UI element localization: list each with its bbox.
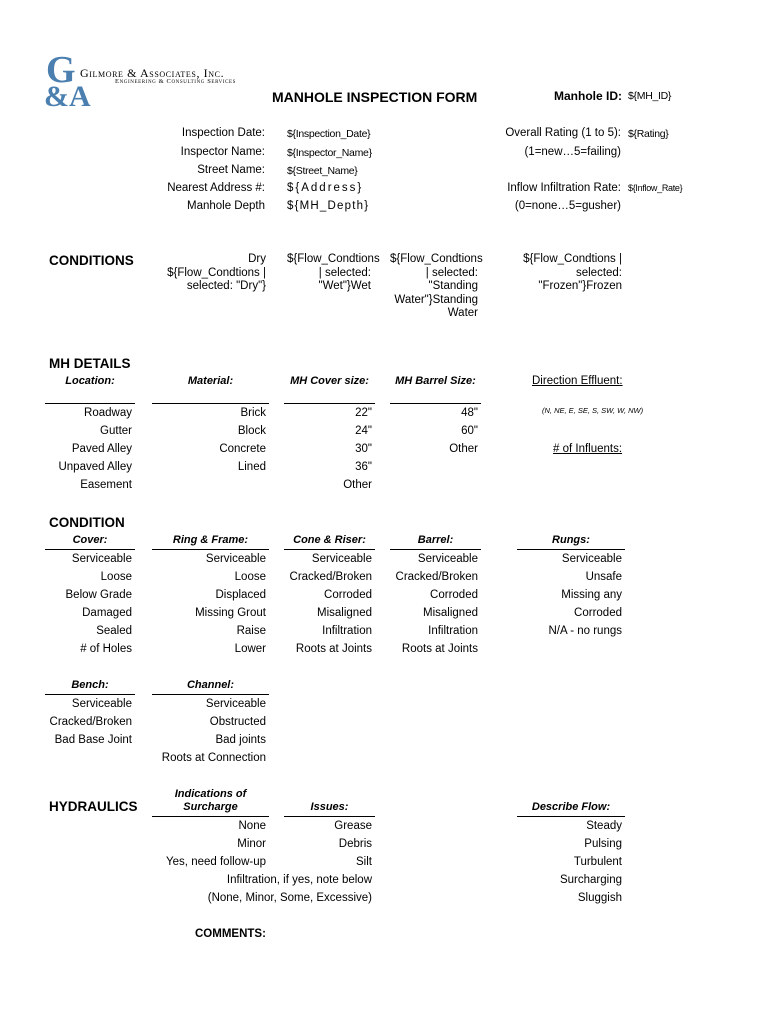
overall-rating-label: Overall Rating (1 to 5): [505,127,621,139]
location-option[interactable]: Unpaved Alley [58,461,132,473]
manhole-id-label: Manhole ID: [554,89,622,103]
cone-riser-option[interactable]: Cracked/Broken [289,571,372,583]
channel-list [152,695,266,767]
channel-option[interactable]: Bad joints [215,734,266,746]
rungs-option[interactable]: Missing any [561,589,622,601]
material-option[interactable]: Concrete [219,443,266,455]
condition-heading: CONDITION [49,515,125,530]
ring-frame-list [152,550,266,658]
svg-text:&A: &A [44,80,91,108]
channel-option[interactable]: Obstructed [209,716,266,728]
flow-option[interactable]: Turbulent [573,856,622,868]
field-value-inspection-date[interactable]: ${Inspection_Date} [287,128,371,140]
location-list [45,404,132,494]
surcharge-option[interactable]: None [238,820,266,832]
field-label-inspector-name: Inspector Name: [180,146,265,158]
ring-frame-option[interactable]: Serviceable [205,553,266,565]
cone-riser-option[interactable]: Infiltration [322,625,372,637]
cover-size-option[interactable]: Other [343,479,372,491]
condition-option-wet[interactable]: ${Flow_Condtions | selected: "Wet"}Wet [287,253,380,292]
flow-option[interactable]: Surcharging [559,874,622,886]
location-option[interactable]: Roadway [84,407,132,419]
cover-option[interactable]: Sealed [96,625,132,637]
channel-option[interactable]: Roots at Connection [161,752,266,764]
field-value-mh-depth[interactable]: ${MH_Depth} [287,200,370,212]
conditions-heading: CONDITIONS [49,253,134,268]
location-option[interactable]: Gutter [100,425,132,437]
inflow-scale: (0=none…5=gusher) [514,200,621,212]
field-label-manhole-depth: Manhole Depth [187,200,265,212]
ring-frame-option[interactable]: Raise [236,625,266,637]
rating-scale: (1=new…5=failing) [524,146,621,158]
issues-option[interactable]: Grease [334,820,372,832]
cone-riser-option[interactable]: Serviceable [311,553,372,565]
barrel-size-header: MH Barrel Size: [395,375,476,387]
cover-size-option[interactable]: 24" [355,425,372,437]
location-header: Location: [65,375,115,387]
surcharge-header: Indications of Surcharge [174,788,247,813]
condition-option-standing-water[interactable]: ${Flow_Condtions | selected: "Standing Water"}Standing Water [390,253,483,319]
cover-header: Cover: [72,534,108,546]
cover-size-option[interactable]: 36" [355,461,372,473]
bench-option[interactable]: Cracked/Broken [49,716,132,728]
rungs-option[interactable]: Corroded [574,607,622,619]
barrel-header: Barrel: [417,534,454,546]
location-option[interactable]: Easement [80,479,132,491]
bench-option[interactable]: Bad Base Joint [54,734,132,746]
channel-header: Channel: [186,679,235,691]
ring-frame-option[interactable]: Missing Grout [195,607,266,619]
barrel-option[interactable]: Misaligned [423,607,478,619]
barrel-option[interactable]: Corroded [430,589,478,601]
describe-flow-list [517,817,622,907]
ring-frame-option[interactable]: Loose [234,571,266,583]
inflow-rate-label: Inflow Infiltration Rate: [507,182,621,194]
cover-size-option[interactable]: 22" [355,407,372,419]
condition-option-dry[interactable]: Dry ${Flow_Condtions | selected: "Dry"} [167,253,266,292]
influents-label: # of Influents: [553,443,623,455]
barrel-size-option[interactable]: 60" [461,425,478,437]
issues-option[interactable]: Debris [338,838,372,850]
rungs-list [517,550,622,640]
mh-details-heading: MH DETAILS [49,356,131,371]
barrel-option[interactable]: Cracked/Broken [395,571,478,583]
inflow-rate-value[interactable]: ${Inflow_Rate} [628,183,683,193]
barrel-option[interactable]: Infiltration [428,625,478,637]
cover-option[interactable]: Loose [100,571,132,583]
surcharge-option[interactable]: Minor [237,838,266,850]
flow-option[interactable]: Sluggish [577,892,622,904]
bench-option[interactable]: Serviceable [71,698,132,710]
issues-option[interactable]: Silt [356,856,372,868]
manhole-id-value[interactable]: ${MH_ID} [628,90,672,102]
channel-option[interactable]: Serviceable [205,698,266,710]
company-name: Gilmore & Associates, Inc. [80,66,225,80]
form-title: MANHOLE INSPECTION FORM [272,89,478,105]
ring-frame-option[interactable]: Lower [234,643,266,655]
barrel-size-list [390,404,478,458]
condition-option-frozen[interactable]: ${Flow_Condtions | selected: "Frozen"}Frozen [523,253,622,292]
issues-header: Issues: [310,801,349,813]
rungs-option[interactable]: Unsafe [585,571,622,583]
bench-list [45,695,132,749]
issues-list [160,817,372,907]
material-option[interactable]: Block [237,425,266,437]
ring-frame-header: Ring & Frame: [172,534,249,546]
cover-option[interactable]: # of Holes [80,643,132,655]
material-list [152,404,266,476]
field-value-address[interactable]: ${Address} [287,182,364,194]
material-header: Material: [187,375,234,387]
overall-rating-value[interactable]: ${Rating} [628,128,669,140]
field-label-nearest-address: Nearest Address #: [167,182,265,194]
field-value-street-name[interactable]: ${Street_Name} [287,165,358,177]
cone-riser-list [284,550,372,658]
issues-option[interactable]: (None, Minor, Some, Excessive) [207,892,372,904]
bench-header: Bench: [71,679,109,691]
direction-note: (N, NE, E, SE, S, SW, W, NW) [542,406,644,415]
cone-riser-header: Cone & Riser: [293,534,366,546]
flow-option[interactable]: Pulsing [584,838,622,850]
location-option[interactable]: Paved Alley [71,443,132,455]
barrel-size-option[interactable]: Other [449,443,478,455]
ring-frame-option[interactable]: Displaced [215,589,266,601]
svg-text:G: G [46,50,76,91]
barrel-size-option[interactable]: 48" [461,407,478,419]
direction-effluent-label: Direction Effluent: [532,375,623,387]
rungs-option[interactable]: N/A - no rungs [548,625,622,637]
company-tagline: Engineering & Consulting Services [115,78,237,85]
cover-list [45,550,132,658]
rungs-header: Rungs: [552,534,590,546]
cover-option[interactable]: Damaged [82,607,132,619]
cover-size-header: MH Cover size: [290,375,369,387]
material-option[interactable]: Lined [237,461,266,473]
describe-flow-header: Describe Flow: [531,801,611,813]
barrel-option[interactable]: Roots at Joints [401,643,478,655]
material-option[interactable]: Brick [240,407,266,419]
field-label-street-name: Street Name: [197,164,265,176]
cone-riser-option[interactable]: Misaligned [317,607,372,619]
cone-riser-option[interactable]: Roots at Joints [295,643,372,655]
hydraulics-heading: HYDRAULICS [49,799,138,814]
cover-size-option[interactable]: 30" [355,443,372,455]
cover-option[interactable]: Serviceable [71,553,132,565]
surcharge-option[interactable]: Yes, need follow-up [166,856,266,868]
cover-option[interactable]: Below Grade [65,589,132,601]
issues-option[interactable]: Infiltration, if yes, note below [226,874,372,886]
barrel-list [390,550,478,658]
comments-label: COMMENTS: [195,928,266,940]
field-label-inspection-date: Inspection Date: [181,127,265,139]
cone-riser-option[interactable]: Corroded [324,589,372,601]
cover-size-list [284,404,372,494]
barrel-option[interactable]: Serviceable [417,553,478,565]
flow-option[interactable]: Steady [586,820,622,832]
rungs-option[interactable]: Serviceable [561,553,622,565]
field-value-inspector-name[interactable]: ${Inspector_Name} [287,147,372,159]
